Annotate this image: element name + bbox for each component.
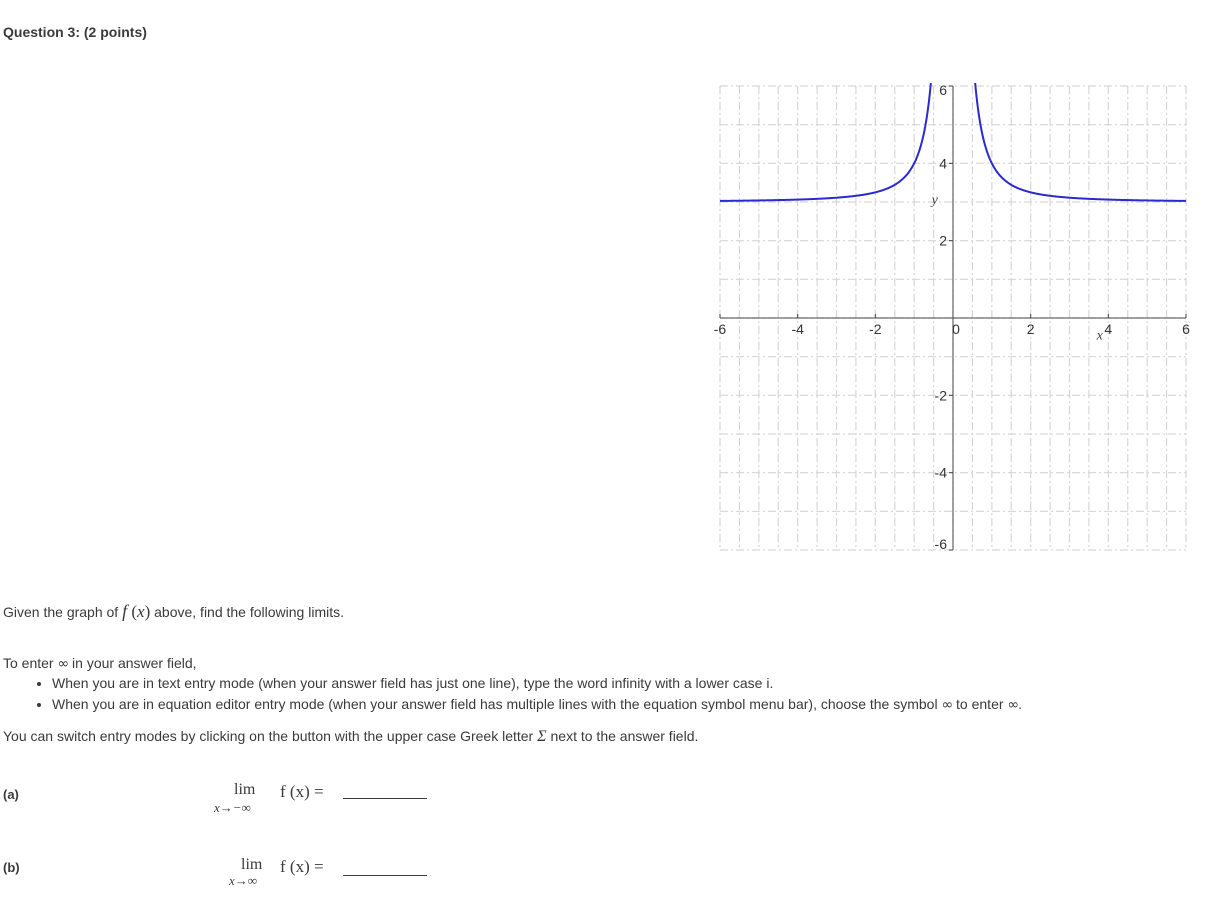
infinity-symbol: ∞	[941, 697, 953, 713]
instructions-list	[34, 673, 1022, 716]
instruction-equation-mode	[52, 694, 1022, 716]
y-tick-label: -6	[934, 536, 947, 552]
lim-word: lim	[241, 856, 263, 873]
infinity-symbol: ∞	[57, 656, 69, 672]
prompt-after: above, find the following limits.	[150, 604, 344, 620]
instructions-intro	[3, 655, 197, 672]
part-a-label: (a)	[3, 787, 19, 802]
intro-before: To enter	[3, 655, 58, 671]
curve-left-branch	[720, 83, 931, 201]
prompt-func: f	[122, 601, 128, 621]
switch-after: next to the answer field.	[546, 728, 699, 744]
x-tick-label: -2	[869, 321, 882, 337]
switch-before: You can switch entry modes by clicking on the button with the upper case Greek letter	[3, 728, 538, 744]
y-tick-label: 6	[939, 82, 947, 98]
limit-expression: f (x) =	[280, 782, 324, 801]
y-tick-label: 2	[939, 232, 947, 249]
part-b-label: (b)	[3, 860, 20, 875]
prompt-paren-open: (	[127, 602, 138, 621]
infinity-symbol: ∞	[1007, 697, 1019, 713]
bullet2-mid: to enter	[952, 696, 1008, 712]
x-tick-label: -6	[713, 321, 727, 337]
x-tick-label: -4	[791, 321, 804, 337]
bullet2-end: .	[1018, 696, 1022, 712]
x-tick-label: 0	[952, 321, 960, 337]
sigma-symbol: Σ	[537, 728, 547, 745]
lim-subscript: x→∞	[229, 873, 258, 888]
bullet2-before: When you are in equation editor entry mode (when your answer field has multiple lines with the equation symbol menu bar), choose the symbol	[52, 696, 942, 712]
lim-subscript: x→−∞	[214, 800, 251, 815]
y-axis-label: y	[931, 192, 938, 208]
answer-blank-b[interactable]	[343, 875, 427, 876]
instruction-text-mode: • When you are in text entry mode (when your answer field has just one line), type the word infinity with a lower case i.	[52, 673, 1022, 694]
question-title: Question 3: (2 points)	[3, 24, 147, 40]
intro-after: in your answer field,	[68, 655, 197, 671]
x-axis-label: x	[1096, 328, 1103, 344]
x-tick-label: 4	[1104, 321, 1113, 337]
x-tick-label: 2	[1026, 321, 1035, 337]
x-tick-label: 6	[1182, 321, 1190, 337]
prompt-var: x	[137, 602, 145, 621]
answer-blank-a[interactable]	[343, 798, 427, 799]
y-tick-label: -2	[934, 387, 947, 404]
y-tick-label: 4	[939, 155, 947, 172]
prompt-before: Given the graph of	[3, 604, 123, 620]
switch-mode-note	[3, 728, 698, 746]
curve-right-branch	[975, 83, 1186, 201]
prompt-text	[3, 601, 344, 622]
function-graph	[700, 74, 1200, 564]
prompt-paren-close: )	[144, 602, 151, 621]
y-tick-label: -4	[934, 464, 947, 481]
limit-expression: f (x) =	[280, 857, 324, 876]
lim-word: lim	[234, 781, 256, 798]
